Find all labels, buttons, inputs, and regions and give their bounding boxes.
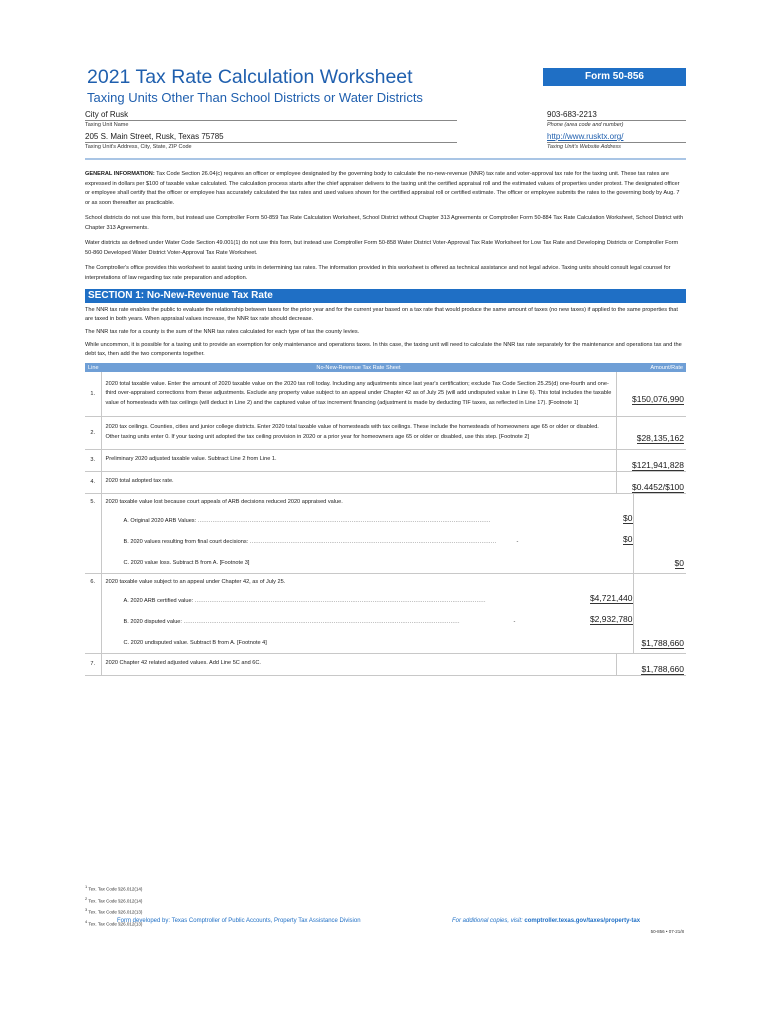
line-6b-value[interactable] (517, 614, 633, 624)
line-6c-value[interactable] (641, 638, 684, 648)
line-5c (102, 552, 687, 573)
line-number: 5. (85, 493, 101, 573)
amount-value: $0 (623, 533, 633, 544)
line-number: 1. (85, 372, 101, 416)
table-row-line-4 (85, 471, 686, 493)
leader-dots: ............................................................................................................................................................. (194, 597, 486, 604)
footnote-text: Tex. Tax Code §26.012(13) (88, 909, 143, 915)
water-district-paragraph: Water districts as defined under Water Code Section 49.001(1) do not use this form, but instead use Comptroller Form 50-858 Water District Voter-Approval Tax Rate Worksheet for Low Tax Rate and Developing Districts or Comptroller Form 50-860 Developed Water District Voter-Approval Tax Rate Worksheet. (85, 240, 679, 256)
line-description: Preliminary 2020 adjusted taxable value. Subtract Line 2 from Line 1. (101, 449, 616, 471)
line-description: 2020 total taxable value. Enter the amount of 2020 taxable value on the 2020 tax roll today. Including any adjustments since last year's certification; exclude Tax Code Section 25.25(d) one-fourth and one-third over-appraised corrections from these adjustments. Exclude any property value subject to an appeal under Chapter 42 as of July 25 (will add undisputed value in Line 6). This total includes the taxable value of homesteads with tax ceilings (will deduct in Line 2) and the captured value of tax increment financing (adjustment is made by deducting TIF taxes, as reflected in Line 17). [Footnote 1] (101, 372, 616, 416)
table-row-line-7 (85, 653, 686, 675)
amount-value: $2,932,780 (589, 613, 633, 624)
col-amount-header: Amount/Rate (616, 363, 686, 372)
line-5b-label (124, 539, 497, 545)
line-5-block (101, 493, 686, 573)
leader-dots: ..................................................................................................................................... (249, 538, 497, 545)
line-6-block (101, 573, 686, 653)
general-information (85, 170, 686, 283)
comptroller-paragraph: The Comptroller's office provides this worksheet to assist taxing units in determining tax rates. The information provided in this worksheet is offered as technical assistance and not legal advice. Taxing units should consult legal counsel for interpretations of law regarding tax rate preparation and adoption. (85, 265, 671, 281)
line-6b-text: B. 2020 disputed value: (123, 618, 182, 625)
phone-field[interactable]: 903-683-2213 (547, 110, 686, 121)
line-6a-label (124, 598, 486, 604)
line-number: 3. (85, 449, 101, 471)
school-district-paragraph: School districts do not use this form, but instead use Comptroller Form 50-859 Tax Rate Calculation Worksheet, School District without Chapter 313 Agreements or Comptroller Form 50-884 Tax Rate Calculation Worksheet, School District with Chapter 313 Agreements. (85, 215, 684, 231)
worksheet-page (85, 66, 686, 676)
line-5a-value[interactable] (517, 513, 633, 523)
page-subtitle: Taxing Units Other Than School Districts or Water Districts (87, 90, 423, 105)
line-description: 2020 taxable value subject to an appeal under Chapter 42, as of July 25. (105, 578, 286, 585)
footnote-3: $^3$ Tex. Tax Code §26.012(13) (85, 907, 143, 915)
minus-sign: - (513, 618, 516, 625)
general-label: GENERAL INFORMATION: (85, 171, 155, 177)
nnr-worksheet-table (85, 363, 686, 676)
amount-value: $1,788,660 (641, 637, 684, 648)
section-1-intro-1: The NNR tax rate enables the public to evaluate the relationship between taxes for the prior year and for the current year based on a tax rate that would produce the same amount of taxes (no new taxes) if applied to the same properties that are taxed in both years. When appraisal values increase, the NNR tax rate should decrease. (85, 307, 678, 322)
footer-developed-by: Form developed by: Texas Comptroller of Public Accounts, Property Tax Assistance Division (117, 918, 361, 924)
footnote-text: Tex. Tax Code §26.012(13) (88, 921, 143, 926)
footer-copies-link[interactable]: comptroller.texas.gov/taxes/property-tax (524, 918, 641, 924)
table-row-line-3 (85, 449, 686, 471)
line-number: 7. (85, 653, 101, 675)
amount-value: $28,135,162 (636, 432, 684, 443)
line-6c-label: C. 2020 undisputed value. Subtract B from A. [Footnote 4] (123, 639, 267, 646)
page-title: 2021 Tax Rate Calculation Worksheet (87, 66, 413, 88)
line-description: 2020 total adopted tax rate. (101, 471, 616, 493)
leader-dots: ..................................................................................................................................................... (183, 618, 460, 625)
line-7-amount[interactable] (616, 653, 686, 675)
amount-value: $0 (674, 557, 684, 568)
address-caption: Taxing Unit's Address, City, State, ZIP Code (85, 144, 192, 150)
line-6a-value[interactable] (517, 593, 633, 603)
general-text: Tax Code Section 26.04(c) requires an officer or employee designated by the governing body to calculate the no-new-revenue (NNR) tax rate and voter-approval tax rate for the taxing unit. These tax rates are expressed in dollars per $100 of taxable value calculated. The calculation process starts after the chief appraiser delivers to the taxing unit the certified appraisal roll and the estimated values of properties under protest. The designated officer or employee shall certify that the officer or employee has accurately calculated the tax rates and used values shown for the certified appraisal roll or certified estimate. The officer or employee submits the rates to the governing body by Aug. 7 or as soon thereafter as practicable. (85, 171, 680, 206)
table-row-line-5 (85, 493, 686, 573)
line-1-amount[interactable] (616, 372, 686, 416)
footer-copies-text: For additional copies, visit: (452, 918, 525, 924)
line-5b-text: B. 2020 values resulting from final court decisions: (123, 538, 249, 545)
line-5a-text: A. Original 2020 ARB Values: (123, 517, 197, 524)
table-row-line-2 (85, 416, 686, 449)
table-header-row (85, 363, 686, 372)
section-1-header: SECTION 1: No-New-Revenue Tax Rate (85, 289, 686, 303)
line-6b-label (124, 619, 460, 625)
line-5c-label: C. 2020 value loss. Subtract B from A. [Footnote 3] (123, 559, 250, 566)
column-divider (633, 632, 634, 653)
line-number: 4. (85, 471, 101, 493)
column-divider (633, 552, 634, 573)
line-6a (102, 590, 687, 611)
website-caption: Taxing Unit's Website Address (547, 144, 621, 150)
phone-caption: Phone (area code and number) (547, 122, 624, 128)
line-description: 2020 tax ceilings. Counties, cities and junior college districts. Enter 2020 total taxable value of homesteads with tax ceilings. These include the homesteads of homeowners age 65 or older or disabled. Other taxing units enter 0. If your taxing unit adopted the tax ceiling provision in 2020 or a prior year for homeowners age 65 or older or disabled, use this step. [Footnote 2] (101, 416, 616, 449)
line-5-heading (102, 494, 687, 510)
taxing-unit-row-1 (85, 110, 686, 132)
footnote-2: $^2$ Tex. Tax Code §26.012(14) (85, 895, 143, 903)
table-row-line-6 (85, 573, 686, 653)
column-divider (633, 590, 634, 611)
taxing-unit-row-2 (85, 132, 686, 154)
address-field[interactable]: 205 S. Main Street, Rusk, Texas 75785 (85, 132, 457, 143)
line-5b-value[interactable] (517, 534, 633, 544)
line-5c-value[interactable] (675, 558, 684, 568)
section-1-intro-2: The NNR tax rate for a county is the sum of the NNR tax rates calculated for each type of tax the county levies. (85, 329, 360, 335)
form-header (85, 66, 686, 110)
website-field[interactable] (547, 132, 686, 143)
general-paragraph (85, 170, 686, 208)
column-divider (633, 611, 634, 632)
amount-value: $150,076,990 (632, 393, 684, 404)
line-number: 6. (85, 573, 101, 653)
minus-sign: - (516, 538, 519, 545)
line-6c (102, 632, 687, 653)
website-link[interactable]: http://www.rusktx.org/ (547, 132, 624, 141)
line-6-heading (102, 574, 687, 590)
column-divider (633, 510, 634, 531)
amount-value: $0 (623, 512, 633, 523)
form-revision-code: 50-856 • 07-21/8 (650, 929, 684, 934)
section-1-intro-3: While uncommon, it is possible for a taxing unit to provide an exemption for only maintenance and operations taxes. In this case, the taxing unit will need to calculate the NNR tax rate separately for the maintenance and operations tax and the debt tax, then add the two components together. (85, 342, 682, 357)
line-6b (102, 611, 687, 632)
column-divider (633, 494, 634, 510)
footnote-text: Tex. Tax Code §26.012(14) (88, 886, 143, 892)
line-5a (102, 510, 687, 531)
col-activity-header: No-New-Revenue Tax Rate Sheet (101, 363, 616, 372)
column-divider (633, 531, 634, 552)
leader-dots: .............................................................................................................................................................. (197, 517, 491, 524)
table-row-line-1 (85, 372, 686, 416)
form-number-badge: Form 50-856 (543, 68, 686, 86)
footnote-1: $^1$ Tex. Tax Code §26.012(14) (85, 884, 143, 892)
taxing-unit-name-caption: Taxing Unit Name (85, 122, 129, 128)
amount-value: $4,721,440 (589, 592, 633, 603)
footnote-4: $^4$ Tex. Tax Code §26.012(13) (85, 918, 143, 926)
line-2-amount[interactable] (616, 416, 686, 449)
line-5b (102, 531, 687, 552)
footnote-text: Tex. Tax Code §26.012(14) (88, 898, 143, 903)
col-line-header: Line (85, 363, 101, 372)
amount-value: $1,788,660 (641, 664, 684, 674)
footer-copies (452, 918, 640, 924)
line-description: 2020 Chapter 42 related adjusted values. Add Line 5C and 6C. (101, 653, 616, 675)
header-divider (85, 158, 686, 160)
line-4-amount[interactable] (616, 471, 686, 493)
line-description: 2020 taxable value lost because court appeals of ARB decisions reduced 2020 appraised value. (105, 498, 343, 505)
taxing-unit-name-field[interactable]: City of Rusk (85, 110, 457, 121)
amount-value: $0.4452/$100 (632, 482, 684, 492)
line-3-amount[interactable] (616, 449, 686, 471)
line-6a-text: A. 2020 ARB certified value: (123, 597, 194, 604)
column-divider (633, 574, 634, 590)
line-5a-label (124, 518, 491, 524)
line-number: 2. (85, 416, 101, 449)
amount-value: $121,941,828 (632, 460, 684, 470)
